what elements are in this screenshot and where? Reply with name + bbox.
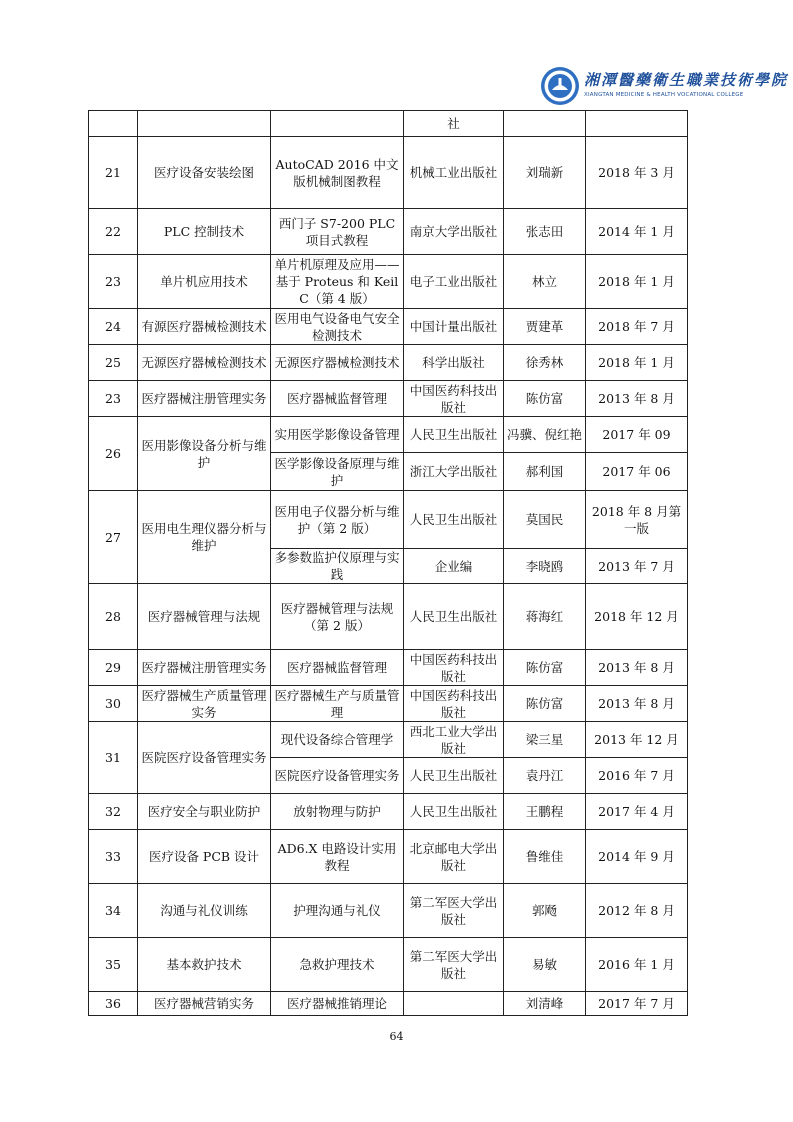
- author-cell: 贾建革: [504, 309, 586, 345]
- table-row: [89, 650, 688, 686]
- publish-date-cell: 2018 年 7 月: [586, 309, 688, 345]
- publish-date-cell: 2016 年 7 月: [586, 758, 688, 794]
- book-title-cell: 医疗器械监督管理: [271, 381, 404, 417]
- publisher-cell: 第二军医大学出版社: [404, 884, 504, 938]
- row-number-cell: 31: [89, 722, 138, 794]
- table-row: [89, 491, 688, 549]
- row-number-cell: 27: [89, 491, 138, 584]
- book-title-cell: AD6.X 电路设计实用教程: [271, 830, 404, 884]
- author-cell: 徐秀林: [504, 345, 586, 381]
- publish-date-cell: 2014 年 9 月: [586, 830, 688, 884]
- publisher-cell: 人民卫生出版社: [404, 794, 504, 830]
- course-name-cell: 医疗设备 PCB 设计: [138, 830, 271, 884]
- author-cell: 林立: [504, 255, 586, 309]
- row-number-cell: 33: [89, 830, 138, 884]
- publish-date-cell: 2018 年 1 月: [586, 255, 688, 309]
- publish-date-cell: [586, 111, 688, 137]
- publish-date-cell: 2017 年 06: [586, 453, 688, 491]
- college-logo: [540, 66, 789, 110]
- publish-date-cell: 2013 年 8 月: [586, 686, 688, 722]
- author-cell: 王鹏程: [504, 794, 586, 830]
- course-name-cell: 医院医疗设备管理实务: [138, 722, 271, 794]
- publish-date-cell: 2017 年 09: [586, 417, 688, 453]
- publisher-cell: 电子工业出版社: [404, 255, 504, 309]
- publisher-cell: 北京邮电大学出版社: [404, 830, 504, 884]
- book-title-cell: 医疗器械生产与质量管理: [271, 686, 404, 722]
- book-title-cell: 西门子 S7-200 PLC 项目式教程: [271, 209, 404, 255]
- publish-date-cell: 2018 年 1 月: [586, 345, 688, 381]
- publisher-cell: 社: [404, 111, 504, 137]
- author-cell: 陈仿富: [504, 650, 586, 686]
- table-row: [89, 992, 688, 1016]
- publisher-cell: 机械工业出版社: [404, 137, 504, 209]
- table-row: [89, 938, 688, 992]
- book-title-cell: 医用电气设备电气安全检测技术: [271, 309, 404, 345]
- table-row: [89, 309, 688, 345]
- publisher-cell: 浙江大学出版社: [404, 453, 504, 491]
- table-row: [89, 722, 688, 758]
- book-title-cell: 多参数监护仪原理与实践: [271, 549, 404, 584]
- author-cell: 李晓鸥: [504, 549, 586, 584]
- publisher-cell: 中国医药科技出版社: [404, 381, 504, 417]
- book-title-cell: 医用电子仪器分析与维护（第 2 版）: [271, 491, 404, 549]
- publisher-cell: 西北工业大学出版社: [404, 722, 504, 758]
- book-title-cell: 急救护理技术: [271, 938, 404, 992]
- book-title-cell: 单片机原理及应用——基于 Proteus 和 Keil C（第 4 版）: [271, 255, 404, 309]
- course-name-cell: 医用电生理仪器分析与维护: [138, 491, 271, 584]
- book-title-cell: 放射物理与防护: [271, 794, 404, 830]
- row-number-cell: 25: [89, 345, 138, 381]
- publish-date-cell: 2018 年 12 月: [586, 584, 688, 650]
- table-row: [89, 794, 688, 830]
- course-name-cell: 医疗器械营销实务: [138, 992, 271, 1016]
- book-title-cell: AutoCAD 2016 中文版机械制图教程: [271, 137, 404, 209]
- row-number-cell: 36: [89, 992, 138, 1016]
- book-title-cell: [271, 111, 404, 137]
- course-name-cell: 无源医疗器械检测技术: [138, 345, 271, 381]
- publish-date-cell: 2017 年 4 月: [586, 794, 688, 830]
- author-cell: 易敏: [504, 938, 586, 992]
- author-cell: 袁丹江: [504, 758, 586, 794]
- book-title-cell: 医疗器械管理与法规（第 2 版）: [271, 584, 404, 650]
- row-number-cell: 24: [89, 309, 138, 345]
- publish-date-cell: 2012 年 8 月: [586, 884, 688, 938]
- publisher-cell: 企业编: [404, 549, 504, 584]
- author-cell: 冯骥、倪红艳: [504, 417, 586, 453]
- college-name: 湘潭醫藥衛生職業技術學院: [584, 71, 789, 89]
- book-title-cell: 医疗器械监督管理: [271, 650, 404, 686]
- publisher-cell: 人民卫生出版社: [404, 417, 504, 453]
- course-name-cell: 医疗安全与职业防护: [138, 794, 271, 830]
- publish-date-cell: 2018 年 3 月: [586, 137, 688, 209]
- course-name-cell: 医疗设备安装绘图: [138, 137, 271, 209]
- row-number-cell: 35: [89, 938, 138, 992]
- publisher-cell: [404, 992, 504, 1016]
- publisher-cell: 中国计量出版社: [404, 309, 504, 345]
- publish-date-cell: 2016 年 1 月: [586, 938, 688, 992]
- course-name-cell: 医疗器械管理与法规: [138, 584, 271, 650]
- publish-date-cell: 2018 年 8 月第一版: [586, 491, 688, 549]
- publisher-cell: 科学出版社: [404, 345, 504, 381]
- course-name-cell: 基本救护技术: [138, 938, 271, 992]
- book-title-cell: 医学影像设备原理与维护: [271, 453, 404, 491]
- book-title-cell: 医疗器械推销理论: [271, 992, 404, 1016]
- book-title-cell: 无源医疗器械检测技术: [271, 345, 404, 381]
- table-row: [89, 830, 688, 884]
- publisher-cell: 人民卫生出版社: [404, 491, 504, 549]
- college-seal-icon: [540, 66, 580, 106]
- author-cell: 张志田: [504, 209, 586, 255]
- table-row: [89, 137, 688, 209]
- row-number-cell: 34: [89, 884, 138, 938]
- author-cell: 郝利国: [504, 453, 586, 491]
- publisher-cell: 人民卫生出版社: [404, 758, 504, 794]
- textbook-table: [88, 110, 688, 1016]
- book-title-cell: 护理沟通与礼仪: [271, 884, 404, 938]
- publisher-cell: 人民卫生出版社: [404, 584, 504, 650]
- publish-date-cell: 2013 年 8 月: [586, 650, 688, 686]
- course-name-cell: 单片机应用技术: [138, 255, 271, 309]
- row-number-cell: 29: [89, 650, 138, 686]
- row-number-cell: 28: [89, 584, 138, 650]
- row-number-cell: 26: [89, 417, 138, 491]
- author-cell: [504, 111, 586, 137]
- table-row: [89, 417, 688, 453]
- author-cell: 鲁维佳: [504, 830, 586, 884]
- page-number: 64: [389, 1030, 404, 1043]
- course-name-cell: 医疗器械注册管理实务: [138, 381, 271, 417]
- row-number-cell: 22: [89, 209, 138, 255]
- author-cell: 莫国民: [504, 491, 586, 549]
- publisher-cell: 第二军医大学出版社: [404, 938, 504, 992]
- course-name-cell: 医疗器械生产质量管理实务: [138, 686, 271, 722]
- author-cell: 刘清峰: [504, 992, 586, 1016]
- author-cell: 蒋海红: [504, 584, 586, 650]
- table-row: [89, 686, 688, 722]
- publisher-cell: 中国医药科技出版社: [404, 650, 504, 686]
- publisher-cell: 南京大学出版社: [404, 209, 504, 255]
- table-row: [89, 884, 688, 938]
- author-cell: 陈仿富: [504, 686, 586, 722]
- table-row: [89, 381, 688, 417]
- publisher-cell: 中国医药科技出版社: [404, 686, 504, 722]
- course-name-cell: 医用影像设备分析与维护: [138, 417, 271, 491]
- course-name-cell: [138, 111, 271, 137]
- row-number-cell: 23: [89, 255, 138, 309]
- book-title-cell: 现代设备综合管理学: [271, 722, 404, 758]
- table-row: [89, 111, 688, 137]
- author-cell: 梁三星: [504, 722, 586, 758]
- author-cell: 刘瑞新: [504, 137, 586, 209]
- table-row: [89, 345, 688, 381]
- publish-date-cell: 2013 年 7 月: [586, 549, 688, 584]
- publish-date-cell: 2017 年 7 月: [586, 992, 688, 1016]
- table-row: [89, 584, 688, 650]
- publish-date-cell: 2013 年 12 月: [586, 722, 688, 758]
- course-name-cell: 沟通与礼仪训练: [138, 884, 271, 938]
- table-row: [89, 209, 688, 255]
- row-number-cell: 21: [89, 137, 138, 209]
- row-number-cell: 30: [89, 686, 138, 722]
- course-name-cell: PLC 控制技术: [138, 209, 271, 255]
- college-name-english: XIANGTAN MEDICINE & HEALTH VOCATIONAL COLLEGE: [584, 92, 744, 98]
- publish-date-cell: 2013 年 8 月: [586, 381, 688, 417]
- row-number-cell: 32: [89, 794, 138, 830]
- row-number-cell: 23: [89, 381, 138, 417]
- table-row: [89, 255, 688, 309]
- row-number-cell: [89, 111, 138, 137]
- book-title-cell: 实用医学影像设备管理: [271, 417, 404, 453]
- course-name-cell: 有源医疗器械检测技术: [138, 309, 271, 345]
- author-cell: 郭飏: [504, 884, 586, 938]
- course-name-cell: 医疗器械注册管理实务: [138, 650, 271, 686]
- author-cell: 陈仿富: [504, 381, 586, 417]
- book-title-cell: 医院医疗设备管理实务: [271, 758, 404, 794]
- publish-date-cell: 2014 年 1 月: [586, 209, 688, 255]
